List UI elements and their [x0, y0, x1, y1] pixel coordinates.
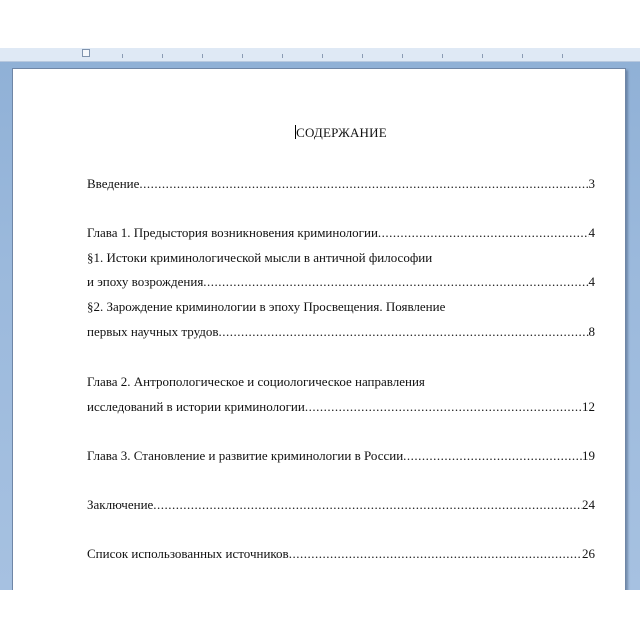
indent-marker[interactable]: [82, 49, 90, 57]
toc-entry-text: Заключение: [87, 497, 154, 512]
toc-page-number: 19: [582, 448, 595, 463]
toc-page-number: 26: [582, 546, 595, 561]
ruler-tick: [162, 54, 163, 58]
toc-entry-text: первых научных трудов: [87, 324, 219, 339]
ruler-tick: [242, 54, 243, 58]
ruler-tick: [122, 54, 123, 58]
toc-entry-section-2-line-1[interactable]: [87, 298, 595, 316]
document-page[interactable]: [12, 68, 626, 590]
toc-entry-conclusion[interactable]: [87, 496, 595, 514]
toc-leader-dots: [378, 224, 589, 242]
toc-entry-chapter-2-line-1[interactable]: [87, 373, 595, 391]
toc-leader-dots: [403, 447, 582, 465]
ruler-tick: [442, 54, 443, 58]
toc-entry-intro[interactable]: [87, 175, 595, 193]
page-title-line: [87, 125, 595, 141]
toc-entry-chapter-2-line-2[interactable]: [87, 398, 595, 416]
toc-entry-section-1-line-2[interactable]: [87, 273, 595, 291]
toc-entry-chapter-1[interactable]: [87, 224, 595, 242]
ruler-tick: [402, 54, 403, 58]
toc-page-number: 24: [582, 497, 595, 512]
toc-leader-dots: [139, 175, 588, 193]
toc-entry-text: Глава 1. Предыстория возникновения криминологии: [87, 225, 378, 240]
ruler-tick: [522, 54, 523, 58]
toc-page-number: 4: [588, 274, 595, 289]
toc-leader-dots: [305, 398, 582, 416]
toc-entry-section-1-line-1[interactable]: [87, 249, 595, 267]
toc-entry-section-2-line-2[interactable]: [87, 323, 595, 341]
toc-leader-dots: [203, 273, 588, 291]
toc-leader-dots: [219, 323, 589, 341]
ruler-tick: [362, 54, 363, 58]
toc-entry-text: и эпоху возрождения: [87, 274, 204, 289]
horizontal-ruler[interactable]: [0, 48, 640, 62]
toc-entry-text: исследований в истории криминологии: [87, 399, 305, 414]
toc-leader-dots: [153, 496, 582, 514]
ruler-tick: [482, 54, 483, 58]
ruler-tick: [282, 54, 283, 58]
toc-entry-text: Список использованных источников: [87, 546, 289, 561]
toc-entry-text: §1. Истоки криминологической мысли в античной философии: [87, 250, 433, 265]
document-workspace[interactable]: [0, 48, 640, 590]
ruler-tick: [202, 54, 203, 58]
toc-page-number: 4: [588, 225, 595, 240]
toc-page-number: 3: [588, 176, 595, 191]
page-title: СОДЕРЖАНИЕ: [296, 125, 387, 140]
ruler-tick: [562, 54, 563, 58]
ruler-tick: [322, 54, 323, 58]
toc-entry-text: Глава 2. Антропологическое и социологическое направления: [87, 374, 425, 389]
toc-entry-references[interactable]: [87, 545, 595, 563]
toc-page-number: 8: [588, 324, 595, 339]
toc-entry-chapter-3[interactable]: [87, 447, 595, 465]
toc-entry-text: §2. Зарождение криминологии в эпоху Просвещения. Появление: [87, 299, 446, 314]
toc-leader-dots: [289, 545, 582, 563]
toc-entry-text: Введение: [87, 176, 140, 191]
toc-page-number: 12: [582, 399, 595, 414]
toc-entry-text: Глава 3. Становление и развитие криминологии в России: [87, 448, 404, 463]
